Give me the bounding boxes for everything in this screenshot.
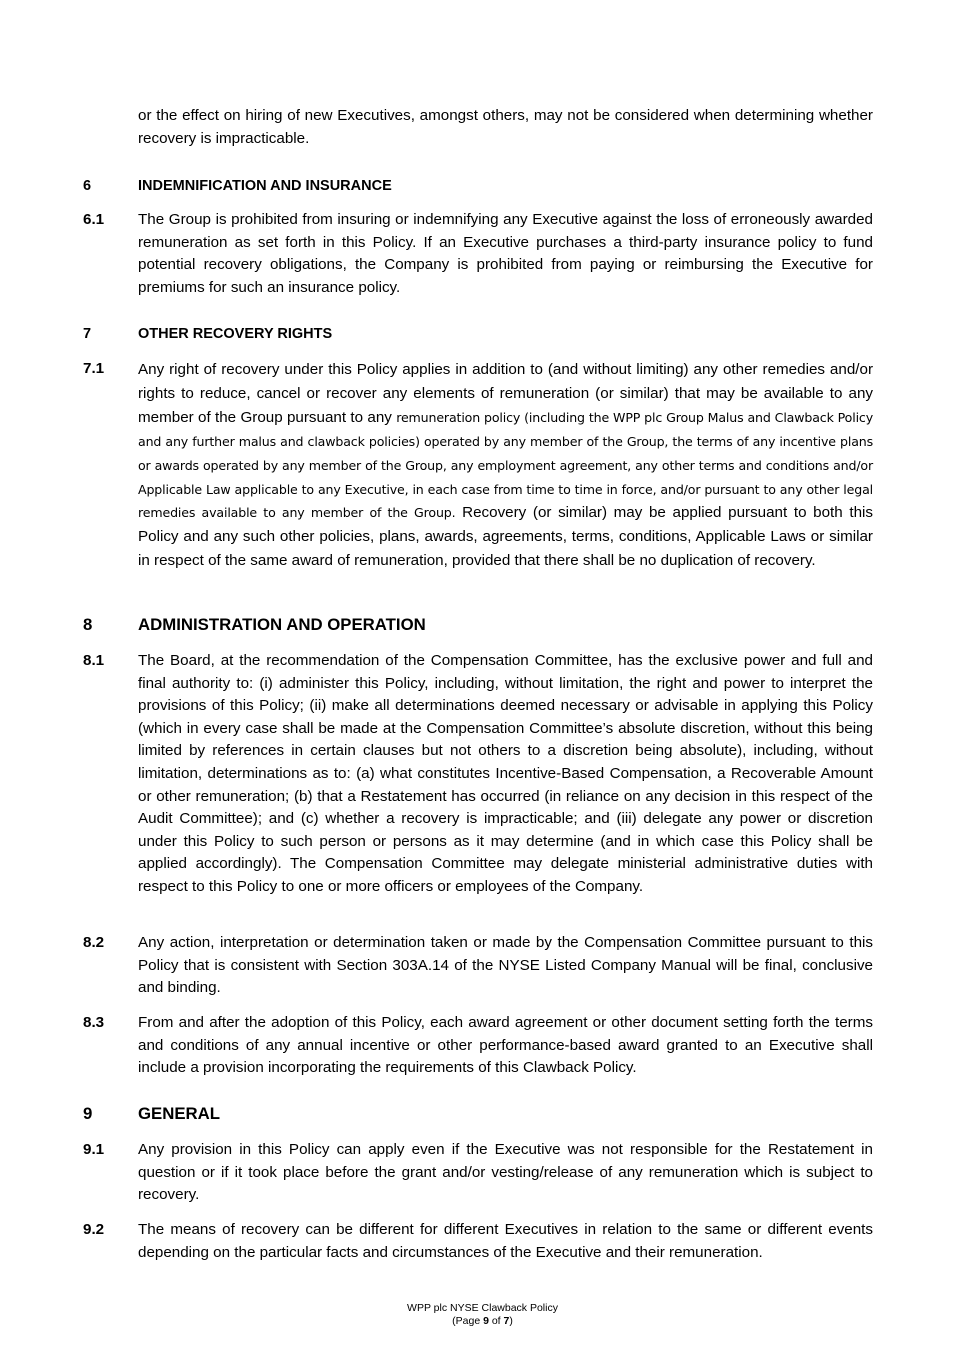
footer-title: WPP plc NYSE Clawback Policy (407, 1302, 558, 1314)
clause-8-3-number: 8.3 (83, 1014, 105, 1031)
intro-continuation: or the effect on hiring of new Executives, amongst others, may not be considered when determining whether recovery is impracticable. (138, 107, 873, 147)
clause-6-1-number: 6.1 (83, 211, 105, 228)
section-7-number: 7 (83, 326, 92, 342)
section-6-heading: INDEMNIFICATION AND INSURANCE (138, 178, 392, 194)
clause-6-1-text: The Group is prohibited from insuring or indemnifying any Executive against the loss of erroneously awarded remuneration as set forth in this Policy. If an Executive purchases a third-party insurance policy to fund potential recovery obligations, the Company is prohibited from paying or reimbursing the Executive for premiums for such an insurance policy. (138, 211, 873, 296)
page-total: 7 (503, 1315, 510, 1327)
clause-8-1-number: 8.1 (83, 652, 105, 669)
clause-9-2-text: The means of recovery can be different for different Executives in relation to the same or different events depending on the particular facts and circumstances of the Executive and their remuneration. (138, 1221, 873, 1261)
clause-9-2-number: 9.2 (83, 1221, 105, 1238)
clause-8-2-text: Any action, interpretation or determination taken or made by the Compensation Committee pursuant to this Policy that is consistent with Section 303A.14 of the NYSE Listed Company Manual will be final, conclusive and binding. (138, 934, 873, 997)
section-9-heading: GENERAL (138, 1104, 221, 1123)
clause-9-1-number: 9.1 (83, 1141, 105, 1158)
clause-9-1-text: Any provision in this Policy can apply even if the Executive was not responsible for the Restatement in question or if it took place before the grant and/or vesting/release of any remuneration which is subject to recovery. (138, 1141, 873, 1204)
clause-8-3-text: From and after the adoption of this Policy, each award agreement or other document setting forth the terms and conditions of any annual incentive or other performance-based award granted to an Executive shall include a provision incorporating the requirements of this Clawback Policy. (138, 1014, 873, 1077)
footer-page-number (0, 1315, 965, 1328)
page-of: of (488, 1315, 504, 1327)
page-suffix: ) (509, 1315, 513, 1327)
section-8-number: 8 (83, 615, 93, 634)
page-current: 9 (483, 1315, 489, 1327)
clause-8-2-number: 8.2 (83, 934, 105, 951)
section-7-heading: OTHER RECOVERY RIGHTS (138, 326, 333, 342)
clause-7-1-text (138, 358, 873, 573)
footer (0, 1302, 965, 1328)
clause-7-1-number: 7.1 (83, 360, 105, 377)
clause-8-1-text: The Board, at the recommendation of the Compensation Committee, has the exclusive power and full and final authority to: (i) administer this Policy, including, without limitation, the right and power to interpret the provisions of this Policy; (ii) make all determinations deemed necessary or advisable in applying this Policy (which in every case shall be made at the Compensation Committee’s absolute discretion, without this being limited by references in certain clauses but not others to a discretion being absolute), including, without limitation, determinations as to: (a) what constitutes Incentive-Based Compensation, a Recoverable Amount or other remuneration; (b) that a Restatement has occurred (in reliance on any decision in this respect of the Audit Committee); and (c) whether a recovery is impracticable; and (iii) delegate any power or discretion under this Policy to such person or persons as it may determine (and in which case this Policy shall be applied accordingly). The Compensation Committee may delegate ministerial administrative duties with respect to this Policy to one or more officers or employees of the Company. (138, 652, 873, 895)
clause-7-1-part2: remuneration policy (including the WPP plc Group Malus and Clawback Policy and any further malus and clawback policies) operated by any member of the Group, the terms of any incentive plans or awards operated by any member of the Group, any employment agreement, any other terms and conditions and/or Applicable Law applicable to any Executive, in each case from time to time in force, and/or pursuant to any other legal remedies available to any member of the Group. (138, 409, 873, 521)
clause-7-1-part1: Any right of recovery under this Policy applies in addition to (and without limiting) any other remedies and/or rights to reduce, cancel or recover any elements of remuneration (or similar) that may be available to any member of the Group pursuant to any (138, 361, 873, 426)
page-prefix: (Page (452, 1315, 484, 1327)
section-9-number: 9 (83, 1104, 93, 1123)
section-8-heading: ADMINISTRATION AND OPERATION (138, 615, 426, 634)
clause-7-1-part3: Recovery (or similar) may be applied pursuant to both this Policy and any such other policies, plans, awards, agreements, terms, conditions, Applicable Laws or similar in respect of the same award of remuneration, provided that there shall be no duplication of recovery. (138, 504, 873, 570)
section-6-number: 6 (83, 178, 92, 194)
